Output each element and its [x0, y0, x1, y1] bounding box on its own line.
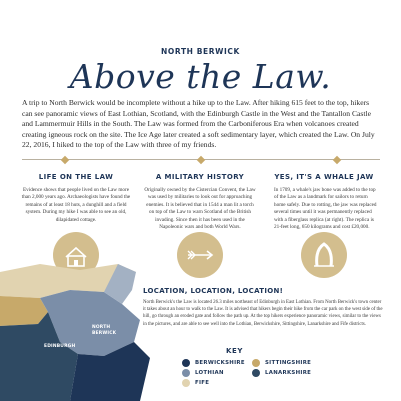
key-swatch [252, 359, 260, 367]
column-title: LIFE ON THE LAW [38, 173, 114, 181]
column-whale-jaw [268, 173, 380, 231]
key-title: KEY [226, 347, 244, 355]
key-label: BERWICKSHIRE [195, 360, 245, 366]
intro-paragraph: A trip to North Berwick would be incomplete without a hike up to the Law. After hiking 615 feet to the top, hikers can see panoramic views of East Lothian, Scotland, with the Edinburgh Castle in the West and the Tantallon Castle and Lammermuir Hills in the South. The Law was formed from the Carboniferous Era when volcanoes created creating igneous rock on the site. The Ice Age later created a soft sedimentary layer, which created the Law. On July 22, 2016, I hiked to the top of the Law with three of my friends. [22, 98, 375, 150]
key-swatch [182, 369, 190, 377]
column-military-history [144, 173, 256, 231]
key-swatch [182, 379, 190, 387]
key-item-berwickshire [182, 359, 245, 367]
key-swatch [252, 369, 260, 377]
column-body: In 1709, a whale's jaw bone was added to the top of the Law as a landmark for sailors to return home safely. Due to rotting, the jaw was replaced several times until it was permanently replaced with a fiberglass replica (at right). The replica is 21-feet long, 650 kilograms and cost £20,000. [274, 187, 377, 231]
column-body: Originally owned by the Cistercian Convent, the Law was used by militaries to look out for approaching enemies. It is believed that in 1544 a man lit a torch on top of the Law to warn Scotland of the British invading. Since then it has been used in the Napoleonic wars and both World Wars. [144, 187, 256, 231]
map-label-north-berwick: NORTH BERWICK [92, 325, 117, 336]
column-body: Evidence shows that people lived on the Law more than 2,000 years ago. Archaeologists have found the remains of at least 18 huts, a dunghill and a field system. During my hike I was able to see an old, dilapidated cottage. [21, 187, 131, 223]
kicker-label: NORTH BERWICK [161, 47, 240, 56]
key-item-lanarkshire [252, 369, 311, 377]
divider-diamond [61, 155, 69, 163]
key-item-fife [182, 379, 209, 387]
column-title: A MILITARY HISTORY [155, 173, 245, 181]
key-label: FIFE [195, 380, 210, 386]
key-item-lothian [182, 369, 224, 377]
key-label: SITTINGSHIRE [265, 360, 312, 366]
section-divider [22, 159, 380, 160]
column-title: YES, IT'S A WHALE JAW [274, 173, 374, 181]
page-title: Above the Law. [69, 57, 332, 96]
divider-diamond [197, 155, 205, 163]
divider-diamond [333, 155, 341, 163]
key-label: LOTHIAN [195, 370, 224, 376]
column-life-on-the-law [20, 173, 132, 224]
key-swatch [182, 359, 190, 367]
map-label-edinburgh: EDINBURGH [44, 344, 76, 349]
key-label: LANARKSHIRE [265, 370, 312, 376]
location-paragraph: North Berwick's the Law is located 26.3 miles northeast of Edinburgh in East Lothian. From North Berwick's town center it takes about an hour to walk to the Law. It is advised that hikers begin their hike from the car park on the west side of the hill, go through an eroded gate and follow the path up. At the top hikers experience panoramic views, similar to the views in the pictures, and are able to see well into the Lothian, Berwickshire, Sittingshire, Lanarkshire and Fife districts. [143, 300, 383, 327]
location-title: LOCATION, LOCATION, LOCATION! [143, 287, 284, 295]
key-item-sittingshire [252, 359, 311, 367]
